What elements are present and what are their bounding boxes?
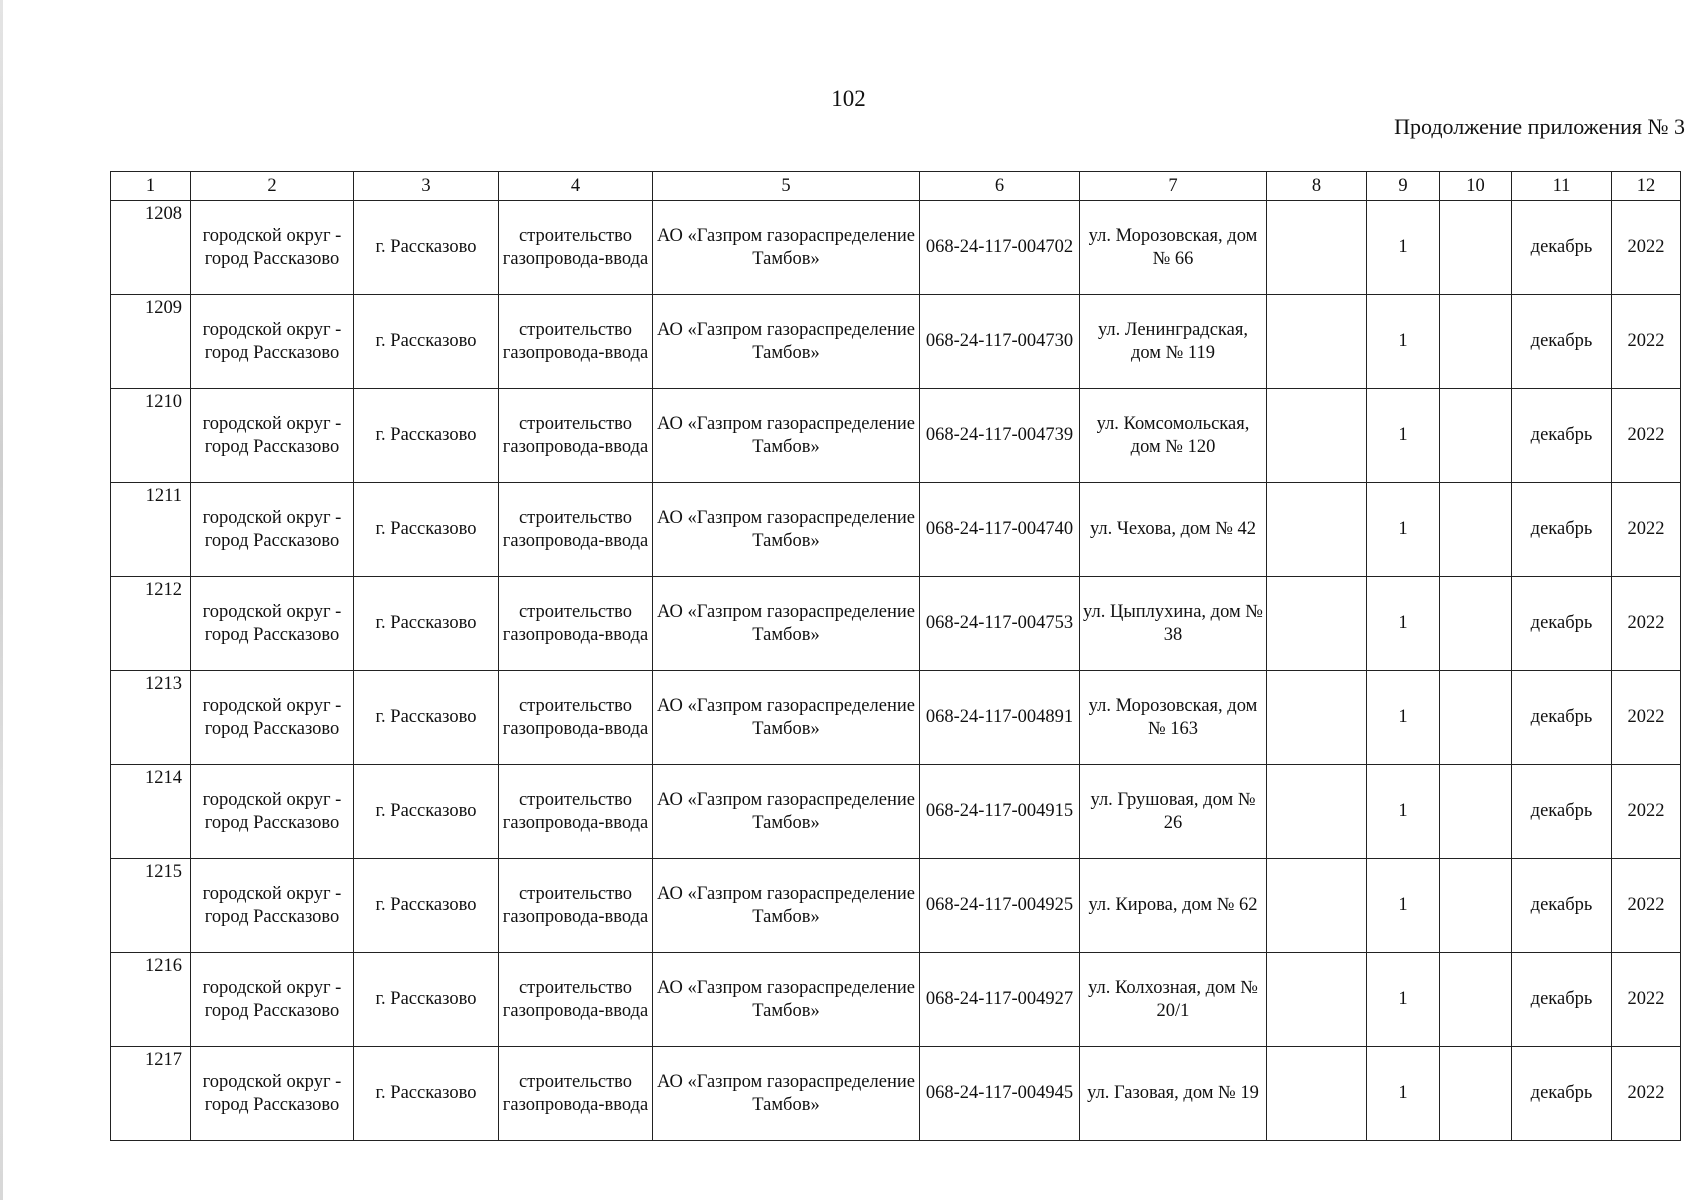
work-type-cell: строительство газопровода-ввода (499, 201, 653, 295)
address-cell: ул. Цыплухина, дом № 38 (1080, 577, 1267, 671)
locality-cell: г. Рассказово (354, 201, 499, 295)
table-row (111, 483, 1681, 577)
municipality-cell: городской округ - город Рассказово (191, 577, 354, 671)
locality-cell: г. Рассказово (354, 953, 499, 1047)
quantity-cell: 1 (1367, 953, 1440, 1047)
column-10-cell (1440, 1047, 1512, 1141)
table-row (111, 389, 1681, 483)
quantity-cell: 1 (1367, 295, 1440, 389)
municipality-cell: городской округ - город Рассказово (191, 295, 354, 389)
column-header: 8 (1267, 172, 1367, 201)
row-number: 1214 (111, 765, 191, 859)
work-type-cell: строительство газопровода-ввода (499, 953, 653, 1047)
locality-cell: г. Рассказово (354, 765, 499, 859)
month-cell: декабрь (1512, 295, 1612, 389)
code-cell: 068-24-117-004945 (920, 1047, 1080, 1141)
row-number: 1208 (111, 201, 191, 295)
organization-cell: АО «Газпром газораспределение Тамбов» (653, 295, 920, 389)
row-number: 1217 (111, 1047, 191, 1141)
column-10-cell (1440, 483, 1512, 577)
organization-cell: АО «Газпром газораспределение Тамбов» (653, 765, 920, 859)
quantity-cell: 1 (1367, 483, 1440, 577)
column-8-cell (1267, 765, 1367, 859)
address-cell: ул. Колхозная, дом № 20/1 (1080, 953, 1267, 1047)
column-10-cell (1440, 765, 1512, 859)
municipality-cell: городской округ - город Рассказово (191, 953, 354, 1047)
organization-cell: АО «Газпром газораспределение Тамбов» (653, 483, 920, 577)
month-cell: декабрь (1512, 859, 1612, 953)
scan-edge (0, 0, 3, 1200)
column-header: 7 (1080, 172, 1267, 201)
organization-cell: АО «Газпром газораспределение Тамбов» (653, 1047, 920, 1141)
column-10-cell (1440, 953, 1512, 1047)
year-cell: 2022 (1612, 483, 1681, 577)
table-row (111, 1047, 1681, 1141)
table-row (111, 671, 1681, 765)
column-header: 4 (499, 172, 653, 201)
address-cell: ул. Ленинградская, дом № 119 (1080, 295, 1267, 389)
row-number: 1210 (111, 389, 191, 483)
column-10-cell (1440, 577, 1512, 671)
column-header: 3 (354, 172, 499, 201)
table-row (111, 577, 1681, 671)
column-8-cell (1267, 1047, 1367, 1141)
column-header: 11 (1512, 172, 1612, 201)
column-header: 12 (1612, 172, 1681, 201)
row-number: 1211 (111, 483, 191, 577)
column-header: 1 (111, 172, 191, 201)
work-type-cell: строительство газопровода-ввода (499, 483, 653, 577)
municipality-cell: городской округ - город Рассказово (191, 1047, 354, 1141)
row-number: 1209 (111, 295, 191, 389)
row-number: 1215 (111, 859, 191, 953)
municipality-cell: городской округ - город Рассказово (191, 201, 354, 295)
code-cell: 068-24-117-004925 (920, 859, 1080, 953)
code-cell: 068-24-117-004915 (920, 765, 1080, 859)
quantity-cell: 1 (1367, 201, 1440, 295)
month-cell: декабрь (1512, 953, 1612, 1047)
column-header: 5 (653, 172, 920, 201)
work-type-cell: строительство газопровода-ввода (499, 765, 653, 859)
column-header: 2 (191, 172, 354, 201)
quantity-cell: 1 (1367, 577, 1440, 671)
locality-cell: г. Рассказово (354, 1047, 499, 1141)
organization-cell: АО «Газпром газораспределение Тамбов» (653, 671, 920, 765)
code-cell: 068-24-117-004753 (920, 577, 1080, 671)
column-header: 10 (1440, 172, 1512, 201)
column-number-header-row (111, 172, 1681, 201)
municipality-cell: городской округ - город Рассказово (191, 859, 354, 953)
work-type-cell: строительство газопровода-ввода (499, 295, 653, 389)
municipality-cell: городской округ - город Рассказово (191, 765, 354, 859)
row-number: 1212 (111, 577, 191, 671)
quantity-cell: 1 (1367, 389, 1440, 483)
month-cell: декабрь (1512, 671, 1612, 765)
code-cell: 068-24-117-004740 (920, 483, 1080, 577)
table-row (111, 859, 1681, 953)
address-cell: ул. Морозовская, дом № 163 (1080, 671, 1267, 765)
work-type-cell: строительство газопровода-ввода (499, 1047, 653, 1141)
column-8-cell (1267, 671, 1367, 765)
quantity-cell: 1 (1367, 765, 1440, 859)
column-10-cell (1440, 295, 1512, 389)
row-number: 1216 (111, 953, 191, 1047)
locality-cell: г. Рассказово (354, 295, 499, 389)
column-8-cell (1267, 295, 1367, 389)
column-8-cell (1267, 577, 1367, 671)
column-8-cell (1267, 483, 1367, 577)
municipality-cell: городской округ - город Рассказово (191, 671, 354, 765)
work-type-cell: строительство газопровода-ввода (499, 577, 653, 671)
column-8-cell (1267, 201, 1367, 295)
table-row (111, 953, 1681, 1047)
organization-cell: АО «Газпром газораспределение Тамбов» (653, 859, 920, 953)
year-cell: 2022 (1612, 765, 1681, 859)
registry-table (110, 171, 1681, 1141)
locality-cell: г. Рассказово (354, 577, 499, 671)
address-cell: ул. Морозовская, дом № 66 (1080, 201, 1267, 295)
month-cell: декабрь (1512, 1047, 1612, 1141)
appendix-note: Продолжение приложения № 3 (1394, 114, 1685, 139)
code-cell: 068-24-117-004739 (920, 389, 1080, 483)
code-cell: 068-24-117-004927 (920, 953, 1080, 1047)
month-cell: декабрь (1512, 389, 1612, 483)
organization-cell: АО «Газпром газораспределение Тамбов» (653, 389, 920, 483)
code-cell: 068-24-117-004730 (920, 295, 1080, 389)
work-type-cell: строительство газопровода-ввода (499, 859, 653, 953)
quantity-cell: 1 (1367, 859, 1440, 953)
column-8-cell (1267, 389, 1367, 483)
quantity-cell: 1 (1367, 671, 1440, 765)
table-row (111, 201, 1681, 295)
locality-cell: г. Рассказово (354, 389, 499, 483)
code-cell: 068-24-117-004702 (920, 201, 1080, 295)
column-10-cell (1440, 389, 1512, 483)
code-cell: 068-24-117-004891 (920, 671, 1080, 765)
year-cell: 2022 (1612, 577, 1681, 671)
column-8-cell (1267, 859, 1367, 953)
column-10-cell (1440, 671, 1512, 765)
municipality-cell: городской округ - город Рассказово (191, 483, 354, 577)
year-cell: 2022 (1612, 295, 1681, 389)
locality-cell: г. Рассказово (354, 483, 499, 577)
organization-cell: АО «Газпром газораспределение Тамбов» (653, 577, 920, 671)
column-10-cell (1440, 859, 1512, 953)
year-cell: 2022 (1612, 859, 1681, 953)
address-cell: ул. Чехова, дом № 42 (1080, 483, 1267, 577)
month-cell: декабрь (1512, 483, 1612, 577)
locality-cell: г. Рассказово (354, 859, 499, 953)
address-cell: ул. Газовая, дом № 19 (1080, 1047, 1267, 1141)
quantity-cell: 1 (1367, 1047, 1440, 1141)
year-cell: 2022 (1612, 671, 1681, 765)
year-cell: 2022 (1612, 201, 1681, 295)
year-cell: 2022 (1612, 1047, 1681, 1141)
table-row (111, 295, 1681, 389)
year-cell: 2022 (1612, 389, 1681, 483)
month-cell: декабрь (1512, 765, 1612, 859)
municipality-cell: городской округ - город Рассказово (191, 389, 354, 483)
month-cell: декабрь (1512, 577, 1612, 671)
address-cell: ул. Комсомольская, дом № 120 (1080, 389, 1267, 483)
work-type-cell: строительство газопровода-ввода (499, 671, 653, 765)
work-type-cell: строительство газопровода-ввода (499, 389, 653, 483)
locality-cell: г. Рассказово (354, 671, 499, 765)
address-cell: ул. Грушовая, дом № 26 (1080, 765, 1267, 859)
year-cell: 2022 (1612, 953, 1681, 1047)
organization-cell: АО «Газпром газораспределение Тамбов» (653, 953, 920, 1047)
page-number: 102 (831, 86, 866, 111)
address-cell: ул. Кирова, дом № 62 (1080, 859, 1267, 953)
column-header: 6 (920, 172, 1080, 201)
table-row (111, 765, 1681, 859)
month-cell: декабрь (1512, 201, 1612, 295)
column-10-cell (1440, 201, 1512, 295)
column-header: 9 (1367, 172, 1440, 201)
organization-cell: АО «Газпром газораспределение Тамбов» (653, 201, 920, 295)
row-number: 1213 (111, 671, 191, 765)
column-8-cell (1267, 953, 1367, 1047)
